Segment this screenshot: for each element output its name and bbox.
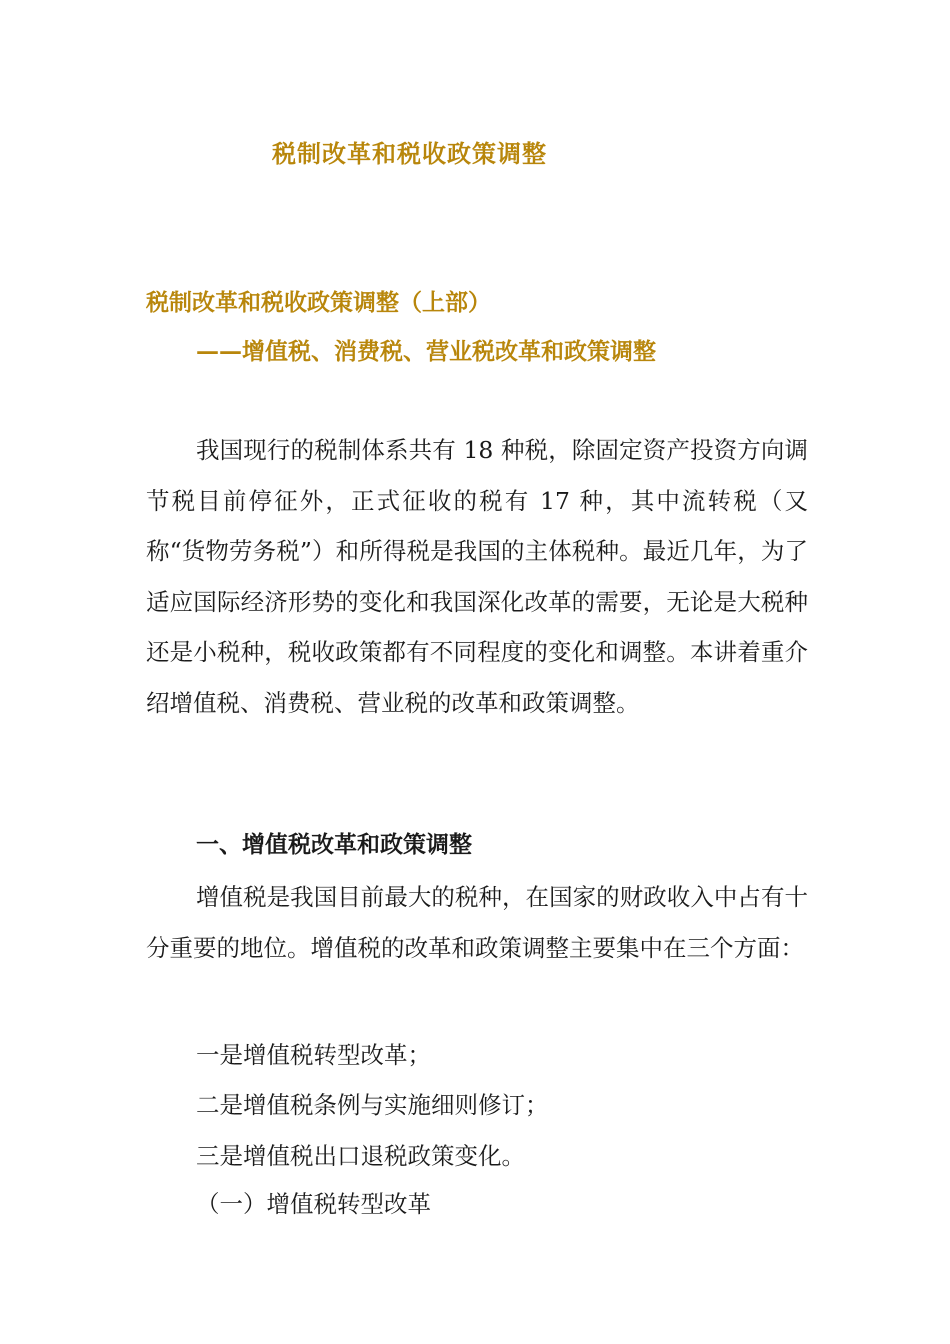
document-subtitle: 税制改革和税收政策调整（上部） [146, 289, 491, 316]
subsection-heading: （一）增值税转型改革 [196, 1190, 431, 1218]
vat-intro-paragraph: 增值税是我国目前最大的税种，在国家的财政收入中占有十分重要的地位。增值税的改革和政策调整主要集中在三个方面： [146, 883, 808, 962]
document-title: 税制改革和税收政策调整 [272, 139, 547, 168]
intro-paragraph: 我国现行的税制体系共有 18 种税，除固定资产投资方向调节税目前停征外，正式征收的税有 17 种，其中流转税（又称“货物劳务税”）和所得税是我国的主体税种。最近几年，为了适应国际经济形势的变化和我国深化改革的需要，无论是大税种还是小税种，税收政策都有不同程度的变化和调整。本讲着重介绍增值税、消费税、营业税的改革和政策调整。 [146, 436, 808, 717]
list-item: 三是增值税出口退税政策变化。 [196, 1142, 525, 1170]
list-item: 二是增值税条例与实施细则修订； [196, 1091, 549, 1119]
section-heading-vat: 一、增值税改革和政策调整 [196, 831, 472, 858]
document-subtitle-line2: ——增值税、消费税、营业税改革和政策调整 [196, 338, 656, 365]
list-item: 一是增值税转型改革； [196, 1041, 431, 1069]
